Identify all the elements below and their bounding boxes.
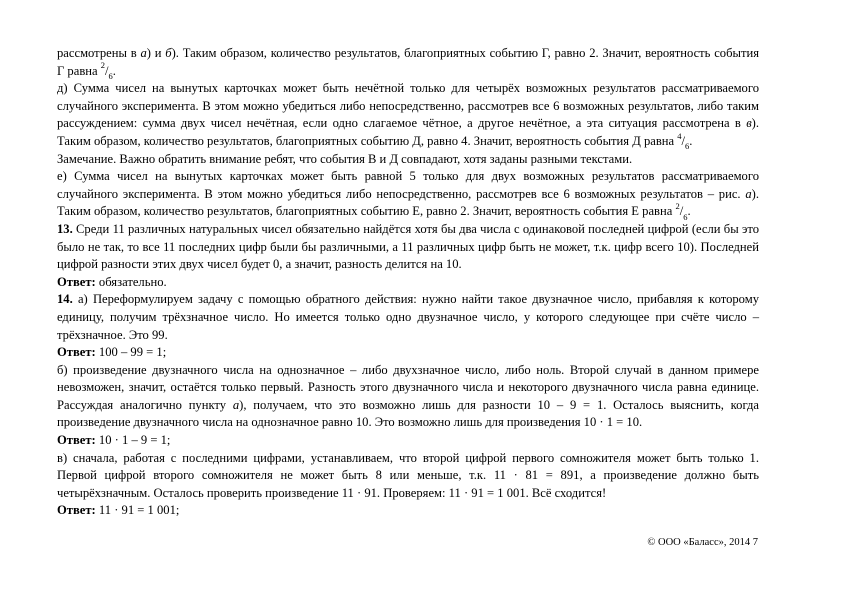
text-run: 11 · 91 = 1 001; xyxy=(95,503,180,518)
text-run: ), получаем, что это возможно лишь для разности 10 – 9 = 1. Осталось выяснить, когда произведение двузначного числа на однозначное равно 10. Это возможно лишь для произведения 10 · 1 = 10. xyxy=(57,397,759,430)
text-run: ). Таким образом, количество результатов, благоприятных событию Д, равно 4. Значит, вероятность события Д равна xyxy=(57,116,759,148)
paragraph xyxy=(57,344,759,362)
text-run: е) Сумма чисел на вынутых карточках может быть равной 5 только для двух возможных результатов рассматриваемого случайного эксперимента. В этом можно убедиться либо непосредственно, рассмотрев все 6 возможных результатов – рис. xyxy=(57,169,759,201)
fraction xyxy=(100,60,113,82)
italic-text: а xyxy=(745,186,752,201)
text-run: д) Сумма чисел на вынутых карточках может быть нечётной только для четырёх возможных результатов рассматриваемого случайного эксперимента. В этом можно убедиться либо непосредственно, рассмотрев все 6 возможных результатов, либо таким рассуждением: сумма двух чисел нечётная, если одно слагаемое чётное, а другое нечётное, а эта ситуация рассмотрена в xyxy=(57,81,759,131)
fraction-numerator: 2 xyxy=(100,60,105,71)
paragraph xyxy=(57,362,759,432)
text-run: 10 · 1 – 9 = 1; xyxy=(95,433,171,448)
fraction-denominator: 6 xyxy=(683,211,688,222)
italic-text: а xyxy=(140,46,147,60)
paragraph xyxy=(57,168,759,221)
fraction xyxy=(677,130,690,152)
paragraph xyxy=(57,291,759,344)
text-run: ). Таким образом, количество результатов, благоприятных событию Г, равно 2. Значит, вероятность события Г равна xyxy=(57,46,760,78)
fraction-denominator: 6 xyxy=(108,71,113,82)
document-body xyxy=(57,45,759,520)
text-run: ) и xyxy=(146,46,166,60)
bold-text: Ответ: xyxy=(57,274,96,289)
fraction-slash: / xyxy=(679,204,684,219)
page-footer: © ООО «Баласс», 2014 7 xyxy=(647,537,758,548)
italic-text: а xyxy=(232,397,240,412)
text-run: Среди 11 различных натуральных чисел обязательно найдётся хотя бы два числа с одинаковой последней цифрой (если бы это было не так, то все 11 последних цифр были бы различными, а 11 различных цифр быть не может, т.к. цифр всего 10). Последней цифрой разности этих двух чисел будет 0, а значит, разность делится на 10. xyxy=(57,221,759,272)
paragraph xyxy=(57,274,759,292)
text-run: б) произведение двузначного числа на однозначное – либо двухзначное число, либо ноль. Второй случай в данном примере невозможен, значит, остаётся только первый. Разность этого двузначного числа и некоторого двузначного числа равна единице. Рассуждая аналогично пункту xyxy=(57,362,759,412)
bold-text: Ответ: xyxy=(57,345,96,360)
fraction-slash: / xyxy=(681,133,686,148)
text-run: 100 – 99 = 1; xyxy=(95,345,167,360)
fraction xyxy=(675,201,688,222)
paragraph xyxy=(57,432,759,450)
paragraph xyxy=(57,221,759,274)
text-run: а) Переформулируем задачу с помощью обратного действия: нужно найти такое двузначное число, прибавляя к которому единицу, получим трёхзначное число. Но имеется только одно двузначное число, у которого следующее при счёте число – трёхзначное. Это 99. xyxy=(57,292,759,342)
text-run: . xyxy=(689,133,693,148)
paragraph xyxy=(57,450,759,503)
italic-text: б xyxy=(165,46,172,60)
text-run: ). Таким образом, количество результатов, благоприятных событию Е, равно 2. Значит, вероятность события Е равна xyxy=(57,186,759,219)
fraction-numerator: 2 xyxy=(675,201,680,212)
text-run: рассмотрены в xyxy=(57,46,141,60)
text-run: в) сначала, работая с последними цифрами, устанавливаем, что второй цифрой первого сомножителя может быть только 1. Первой цифрой второго сомножителя не может быть 8 или меньше, т.к. 11 · 81 = 891, а произведение должно быть четырёхзначным. Осталось проверить произведение 11 · 91. Проверяем: 11 · 91 = 1 001. Всё сходится! xyxy=(57,450,759,500)
text-run: обязательно. xyxy=(95,274,167,289)
fraction-denominator: 6 xyxy=(685,141,690,152)
text-run: . xyxy=(112,63,116,78)
text-run: . xyxy=(687,204,691,219)
bold-text: 14. xyxy=(57,292,73,307)
text-run: Замечание. Важно обратить внимание ребят, что события В и Д совпадают, хотя заданы разными текстами. xyxy=(57,151,633,166)
bold-text: Ответ: xyxy=(57,433,96,448)
fraction-numerator: 4 xyxy=(677,130,682,141)
paragraph xyxy=(57,151,759,169)
paragraph xyxy=(57,45,759,80)
fraction-slash: / xyxy=(105,63,109,78)
paragraph xyxy=(57,80,759,150)
bold-text: Ответ: xyxy=(57,503,96,518)
italic-text: в xyxy=(746,116,752,131)
bold-text: 13. xyxy=(57,221,73,236)
paragraph xyxy=(57,502,759,520)
